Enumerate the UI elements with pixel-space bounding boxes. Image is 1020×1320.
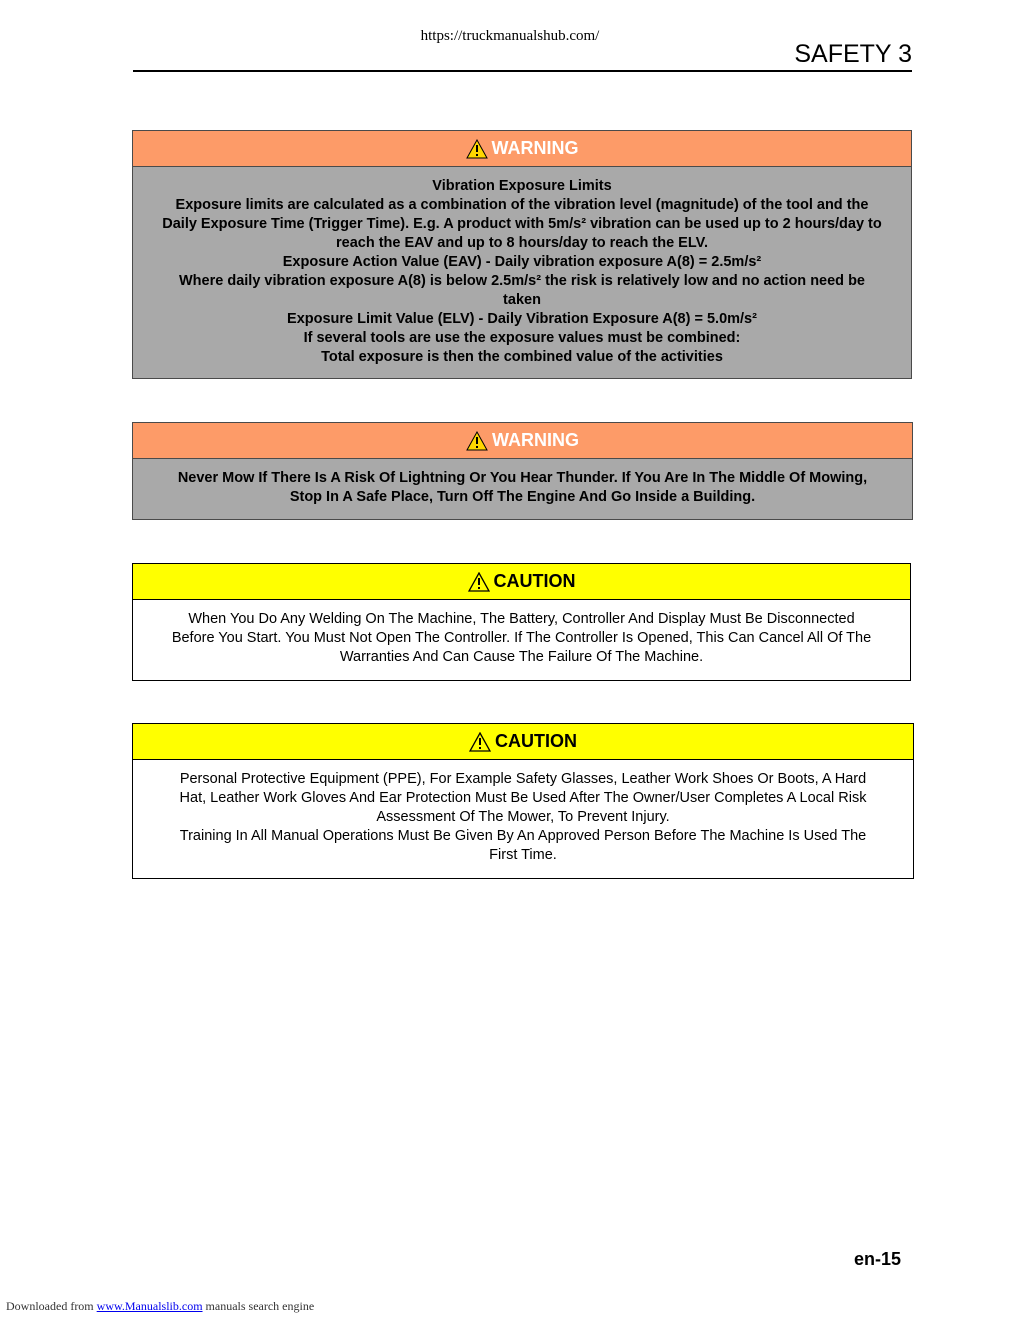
warning-text-line: Where daily vibration exposure A(8) is below 2.5m/s² the risk is relatively low and no action need be bbox=[179, 273, 865, 289]
caution-header bbox=[133, 724, 913, 760]
footer-suffix: manuals search engine bbox=[205, 1299, 315, 1313]
warning-text-line: Exposure limits are calculated as a combination of the vibration level (magnitude) of the tool and the bbox=[175, 197, 869, 213]
warning-text-line: taken bbox=[503, 292, 541, 308]
caution-body bbox=[133, 760, 913, 865]
header-divider bbox=[133, 70, 912, 72]
warning-label: WARNING bbox=[492, 430, 579, 450]
warning-text-line: If several tools are use the exposure values must be combined: bbox=[303, 330, 741, 346]
warning-text-line: Stop In A Safe Place, Turn Off The Engine And Go Inside a Building. bbox=[289, 489, 756, 505]
caution-text-line: Before You Start. You Must Not Open The Controller. If The Controller Is Opened, This Can Cancel All Of The bbox=[171, 630, 872, 646]
caution-text-line: Personal Protective Equipment (PPE), For Example Safety Glasses, Leather Work Shoes Or Boots, A Hard bbox=[179, 771, 867, 787]
caution-text-line: Training In All Manual Operations Must Be Given By An Approved Person Before The Machine Is Used The bbox=[179, 828, 867, 844]
warning-triangle-icon bbox=[466, 431, 488, 451]
warning-text-line: Exposure Action Value (EAV) - Daily vibration exposure A(8) = 2.5m/s² bbox=[282, 254, 762, 270]
warning-header bbox=[133, 423, 912, 459]
caution-header bbox=[133, 564, 910, 600]
warning-text-line: Vibration Exposure Limits bbox=[432, 178, 612, 194]
source-url: https://truckmanualshub.com/ bbox=[420, 28, 600, 44]
footer-prefix: Downloaded from bbox=[6, 1299, 94, 1313]
section-title: SAFETY 3 bbox=[794, 40, 912, 68]
manualslib-link[interactable]: www.Manualslib.com bbox=[96, 1299, 203, 1313]
caution-text-line: Warranties And Can Cause The Failure Of The Machine. bbox=[339, 649, 704, 665]
warning-box-lightning bbox=[132, 422, 913, 520]
caution-text-line: First Time. bbox=[489, 847, 557, 863]
warning-label: WARNING bbox=[491, 138, 579, 158]
warning-header bbox=[133, 131, 911, 167]
caution-text-line: Hat, Leather Work Gloves And Ear Protection Must Be Used After The Owner/User Completes A Local Risk bbox=[179, 790, 867, 806]
warning-text-line: Never Mow If There Is A Risk Of Lightning Or You Hear Thunder. If You Are In The Middle Of Mowing, bbox=[177, 470, 868, 486]
caution-text-line: When You Do Any Welding On The Machine, The Battery, Controller And Display Must Be Disconnected bbox=[188, 611, 855, 627]
warning-box-vibration bbox=[132, 130, 912, 379]
caution-triangle-icon bbox=[468, 572, 490, 592]
warning-text-line: Daily Exposure Time (Trigger Time). E.g. A product with 5m/s² vibration can be used up to 2 hours/day to bbox=[162, 216, 882, 232]
caution-box-welding bbox=[132, 563, 911, 681]
caution-box-ppe bbox=[132, 723, 914, 879]
caution-text-line: Assessment Of The Mower, To Prevent Injury. bbox=[376, 809, 670, 825]
caution-label: CAUTION bbox=[493, 571, 576, 591]
page-number: en-15 bbox=[853, 1249, 901, 1269]
warning-text-line: reach the EAV and up to 8 hours/day to reach the ELV. bbox=[336, 235, 708, 251]
warning-body bbox=[133, 459, 912, 519]
warning-text-line: Total exposure is then the combined value of the activities bbox=[321, 349, 723, 365]
caution-body bbox=[133, 600, 910, 667]
warning-text-line: Exposure Limit Value (ELV) - Daily Vibration Exposure A(8) = 5.0m/s² bbox=[287, 311, 757, 327]
download-footer bbox=[6, 1299, 314, 1314]
caution-triangle-icon bbox=[469, 732, 491, 752]
warning-body bbox=[133, 167, 911, 378]
warning-triangle-icon bbox=[466, 139, 488, 159]
caution-label: CAUTION bbox=[495, 731, 577, 751]
